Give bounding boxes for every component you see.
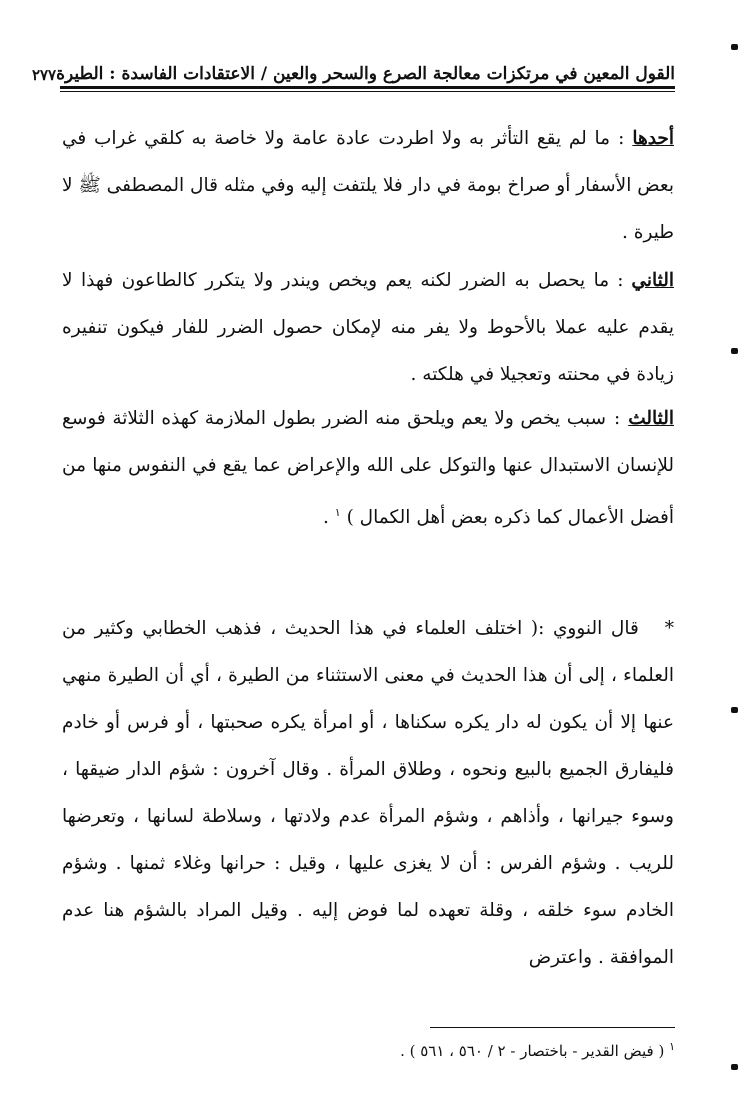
running-header (31, 52, 675, 84)
term-first: أحدها (632, 128, 674, 149)
header-rule (60, 86, 675, 89)
paragraph-third (62, 395, 674, 541)
asterisk-marker: * (664, 618, 674, 639)
paragraph-text: ما يحصل به الضرر لكنه يعم ويخص ويندر ولا يتكرر كالطاعون فهذا لا يقدم عليه عملا بالأحوط ولا يفر منه لإمكان حصول الضرر للفار فيكون تنفيره زيادة في محنته وتعجيلا في هلكته . (62, 270, 674, 385)
scan-edge-mark (731, 44, 738, 50)
term-third: الثالث (628, 408, 674, 429)
scan-edge-mark (731, 707, 738, 713)
paragraph-second (62, 257, 674, 398)
term-colon: : (618, 128, 625, 149)
header-rule-thin (60, 91, 675, 92)
footnote-rule (430, 1027, 675, 1028)
paragraph-text: ما لم يقع التأثر به ولا اطردت عادة عامة ولا خاصة به كلقي غراب في بعض الأسفار أو صراخ بومة في دار فلا يلتفت إليه وفي مثله قال المصطفى ﷺ لا طيرة . (62, 128, 674, 243)
paragraph-end: . (323, 507, 335, 529)
nawawi-quote (62, 605, 674, 981)
paragraph-first (62, 115, 674, 256)
footnote-reference[interactable]: ١ (334, 506, 341, 519)
term-second: الثاني (631, 270, 674, 291)
header-title: القول المعين في مرتكزات معالجة الصرع والسحر والعين / الاعتقادات الفاسدة : الطيرة (56, 64, 675, 84)
page-number: ٢٧٧ (31, 66, 57, 84)
term-colon: : (617, 270, 624, 291)
footnote-text: ( فيض القدير - باختصار - ٢ / ٥٦٠ ، ٥٦١ ) . (400, 1042, 665, 1060)
footnote-number: ١ (669, 1040, 675, 1053)
footnote (300, 1040, 675, 1060)
scan-edge-mark (731, 348, 738, 354)
paragraph-text: سبب يخص ولا يعم ويلحق منه الضرر بطول الملازمة كهذه الثلاثة فوسع للإنسان الاستبدال عنها والتوكل على الله والإعراض عما يقع في النفوس منها من أفضل الأعمال كما ذكره بعض أهل الكمال ) (62, 408, 674, 529)
quote-text: قال النووي :( اختلف العلماء في هذا الحديث ، فذهب الخطابي وكثير من العلماء ، إلى أن هذا الحديث في معنى الاستثناء من الطيرة ، أي أن الطيرة منهي عنها إلا أن يكون له دار يكره سكناها ، أو امرأة يكره صحبتها ، أو فرس أو خادم فليفارق الجميع بالبيع ونحوه ، وطلاق المرأة . وقال آخرون : شؤم الدار ضيقها ، وسوء جيرانها ، وأذاهم ، وشؤم المرأة عدم ولادتها ، وسلاطة لسانها ، وتعرضها للريب . وشؤم الفرس : أن لا يغزى عليها ، وقيل : حرانها وغلاء ثمنها . وشؤم الخادم سوء خلقه ، وقلة تعهده لما فوض إليه . وقيل المراد بالشؤم هنا عدم الموافقة . واعترض (62, 618, 674, 968)
term-colon: : (613, 408, 621, 429)
scan-edge-mark (731, 1064, 738, 1070)
